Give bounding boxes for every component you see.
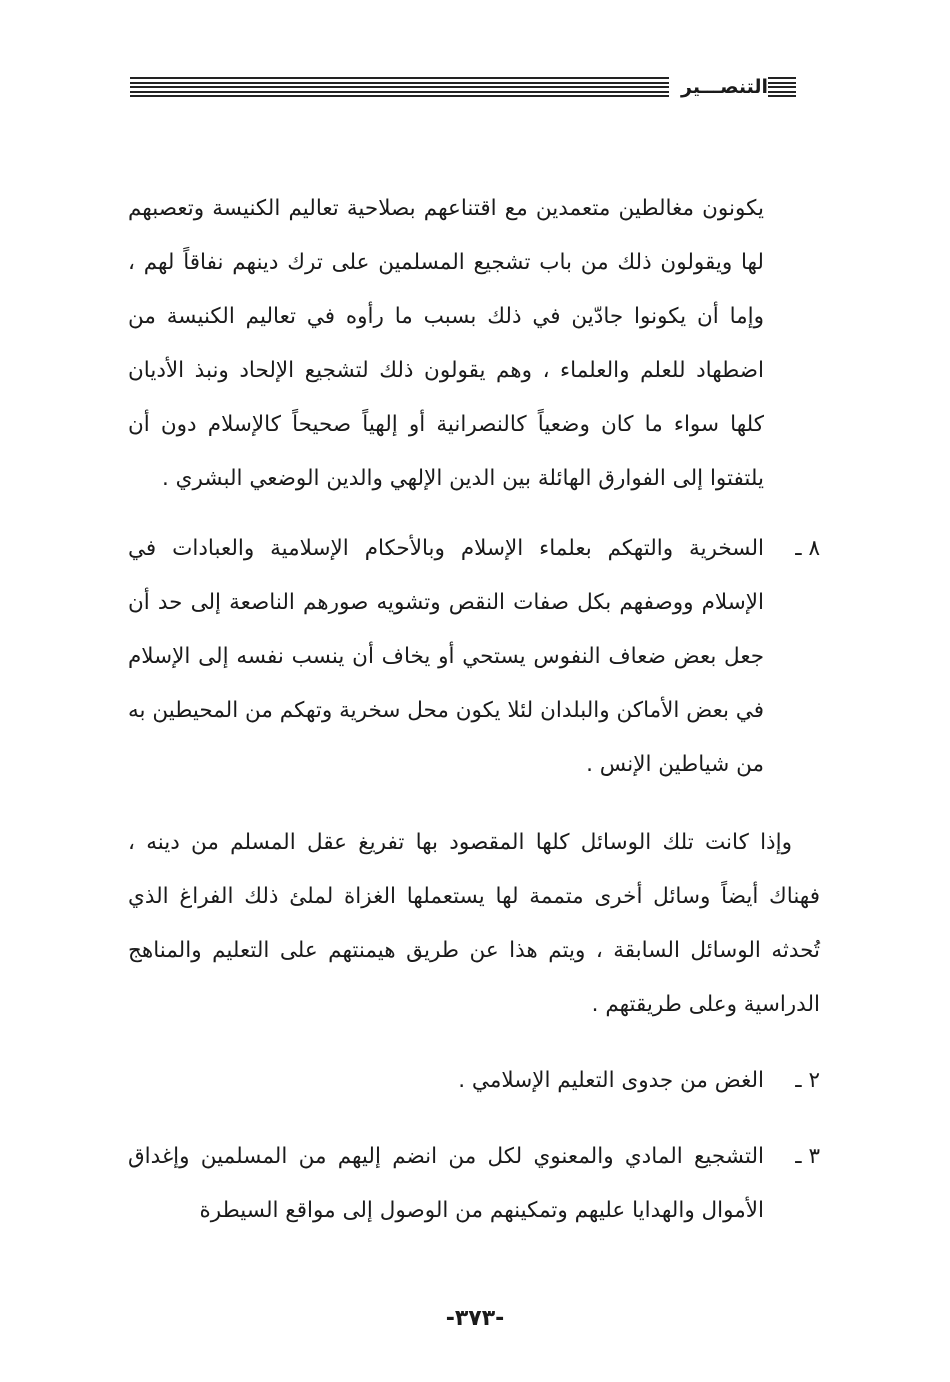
list-item-number: ٣ ـ: [795, 1144, 820, 1169]
header-title: التنصـــير: [681, 76, 768, 98]
paragraph-methods: وإذا كانت تلك الوسائل كلها المقصود بها تفريغ عقل المسلم من دينه ، فهناك أيضاً وسائل أخرى متممة لها يستعملها الغزاة لملئ ذلك الفراغ الذي تُحدثه الوسائل السابقة ، ويتم هذا عن طريق هيمنتهم على التعليم والمناهج الدراسية وعلى طريقتهم .: [128, 830, 820, 1017]
list-item-8: [128, 522, 820, 792]
page-number: -٣٧٣-: [445, 1306, 505, 1331]
paragraph-continuation: يكونون مغالطين متعمدين مع اقتناعهم بصلاحية تعاليم الكنيسة وتعصبهم لها ويقولون ذلك من باب تشجيع المسلمين على ترك دينهم نفاقاً لهم ، وإما أن يكونوا جادّين في ذلك بسبب ما رأوه في تعاليم الكنيسة من اضطهاد للعلم والعلماء ، وهم يقولون ذلك لتشجيع الإلحاد ونبذ الأديان كلها سواء ما كان وضعياً كالنصرانية أو إلهياً صحيحاً كالإسلام دون أن يلتفتوا إلى الفوارق الهائلة بين الدين الإلهي والدين الوضعي البشري .: [128, 196, 764, 491]
running-header: [130, 72, 810, 102]
list-item-number: ٨ ـ: [795, 536, 820, 561]
list-item-3: [128, 1130, 820, 1238]
list-item-2: [128, 1054, 820, 1108]
header-rule-short: [768, 77, 796, 97]
list-item-text: الغض من جدوى التعليم الإسلامي .: [458, 1068, 764, 1093]
list-item-text: السخرية والتهكم بعلماء الإسلام وبالأحكام الإسلامية والعبادات في الإسلام ووصفهم بكل صفات النقص وتشويه صورهم الناصعة إلى حد أن جعل بعض ضعاف النفوس يستحي أو يخاف أن ينسب نفسه إلى الإسلام في بعض الأماكن والبلدان لئلا يكون محل سخرية وتهكم من المحيطين به من شياطين الإنس .: [128, 536, 764, 777]
page-body: [128, 182, 820, 1238]
list-item-text: التشجيع المادي والمعنوي لكل من انضم إليهم من المسلمين وإغداق الأموال والهدايا عليهم وتمكينهم من الوصول إلى مواقع السيطرة: [128, 1144, 764, 1223]
list-item-number: ٢ ـ: [795, 1068, 820, 1093]
header-rule-long: [130, 77, 669, 97]
